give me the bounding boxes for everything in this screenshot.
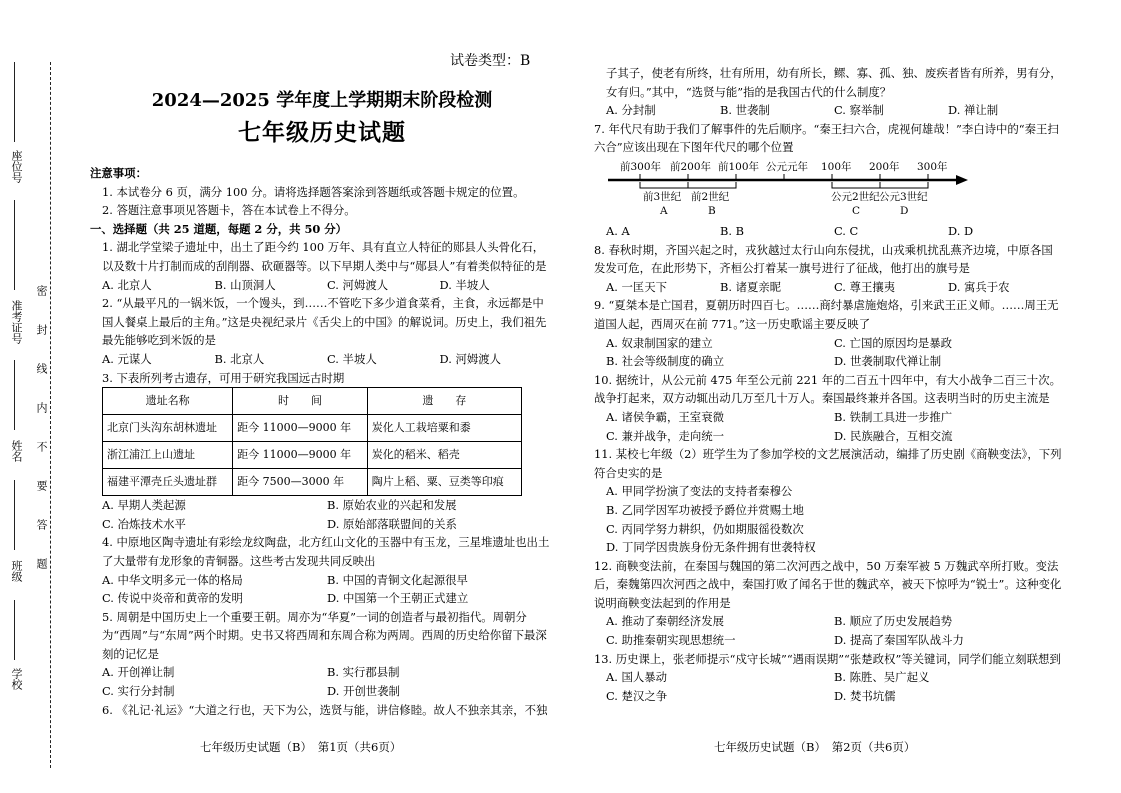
option-a: A. 北京人 (102, 277, 152, 292)
class-label: 班级 (10, 560, 23, 582)
tick-label: 前100年 (718, 161, 760, 173)
binding-margin (0, 0, 62, 793)
option-b: B. 北京人 (214, 351, 265, 366)
question-6-text-start: 6. 《礼记·礼运》“大道之行也，天下为公，选贤与能，讲信修睦。故人不独亲其亲，不独 (102, 702, 548, 717)
option-b: B. 世袭制 (720, 103, 770, 118)
option-d: D. 原始部落联盟间的关系 (327, 516, 457, 531)
option-b: B. 陈胜、吴广起义 (834, 670, 930, 685)
option-a: A. 元谋人 (102, 351, 152, 366)
tick-label: 前300年 (620, 161, 662, 173)
question-2-text: 2. “从最平凡的一锅米饭，一个馒头，到……不管吃下多少道食菜肴，主食，永远都是中国人餐桌上最后的主角。”这是央视纪录片《舌尖上的中国》的解说词。历史上，我们祖先最先能够吃到米饭的是 (102, 296, 547, 348)
option-d: D. 丁同学因贵族身份无条件拥有世袭特权 (606, 540, 816, 555)
school-label: 学校 (10, 668, 23, 690)
century-label: 公元2世纪 (831, 191, 880, 203)
option-c: C. 亡国的原因均是暴政 (834, 335, 953, 350)
position-letter: B (708, 205, 716, 217)
question-9-text: 9. “夏桀本是亡国君，夏朝历时四百七。……商纣暴虐施炮烙，引来武王正义师。……周王无道国人起，西周灭在前 771。”这一历史歌谣主要反映了 (594, 298, 1059, 331)
question-5-text: 5. 周朝是中国历史上一个重要王朝。周亦为“华夏”一词的创造者与最初指代。周朝分为“西周”与“东周”两个时期。史书又将西周和东周合称为两周。西周的历史给你留下最深刻的记忆是 (102, 609, 547, 661)
option-d: D. 半坡人 (439, 277, 490, 292)
section-heading: 一、选择题（共 25 道题，每题 2 分，共 50 分） (90, 221, 348, 236)
question-13-options (594, 668, 1062, 705)
question-8-text: 8. 春秋时期，齐国兴起之时，戎狄越过太行山向东侵扰，山戎乘机扰乱燕齐边境，中原各国发发可危，在此形势下，齐桓公打着某一旗号进行了征战，他打出的旗号是 (594, 242, 1053, 276)
name-fill-line (14, 360, 15, 430)
name-label: 姓名 (10, 440, 23, 462)
tick-label: 前200年 (670, 161, 712, 173)
table-cell: 浙江浦江上山遗址 (103, 442, 233, 469)
exam-no-fill-line (14, 200, 15, 290)
option-c: C. 半坡人 (327, 351, 377, 366)
table-row (103, 442, 522, 469)
question-10-options (594, 408, 1062, 445)
question-3-text: 3. 下表所列考古遗存，可用于研究我国远古时期 (102, 370, 345, 385)
option-a: A. 诸侯争霸，王室衰微 (606, 409, 724, 424)
table-header-cell: 时 间 (233, 388, 368, 415)
page-footer-left: 七年级历史试题（B） 第1页（共6页） (200, 740, 402, 754)
option-d: D. 世袭制取代禅让制 (834, 354, 942, 369)
century-label: 前3世纪 (643, 191, 682, 203)
left-page (90, 0, 552, 793)
notice-block (90, 164, 552, 719)
option-c: C. 河姆渡人 (327, 277, 389, 292)
position-letter: C (852, 205, 861, 217)
question-3-options (90, 496, 552, 533)
seal-notice: 密封线内不要答题 (35, 285, 48, 597)
option-d: D. 寓兵于农 (948, 279, 1010, 294)
question-1-text: 1. 湖北学堂梁子遗址中，出土了距今约 100 万年、具有直立人特征的郧县人头骨化石，以及数十片打制而成的刮削器、砍砸器等。以下早期人类中与“郧县人”有着类似特征的是 (102, 240, 547, 273)
table-cell: 距今 7500—3000 年 (233, 469, 368, 496)
century-label: 公元3世纪 (879, 191, 928, 203)
option-c: C. C (834, 224, 859, 238)
option-c: C. 实行分封制 (102, 684, 175, 699)
option-d: D. D (948, 224, 974, 238)
option-c: C. 尊王攘夷 (834, 279, 896, 294)
position-letter: D (900, 205, 909, 217)
notice-heading: 注意事项： (90, 166, 147, 180)
timeline-arrow-icon (956, 175, 968, 185)
question-9-options (594, 334, 1062, 371)
tick-label: 100年 (821, 161, 852, 173)
question-5-options (90, 663, 552, 700)
option-d: D. 河姆渡人 (439, 351, 502, 366)
table-cell: 炭化人工栽培粟和黍 (367, 415, 521, 442)
question-4-text: 4. 中原地区陶寺遗址有彩绘龙纹陶盘，北方红山文化的玉器中有玉龙，三星堆遗址也出土了大量带有龙形象的青铜器。这些考古发现共同反映出 (102, 535, 550, 568)
question-6-text-cont: 子其子，使老有所终，壮有所用，幼有所长，鳏、寡、孤、独、废疾者皆有所养，男有分，女有归。”其中，“选贤与能”指的是我国古代的什么制度？ (606, 66, 1062, 99)
table-cell: 炭化的稻米、稻壳 (367, 442, 521, 469)
right-block-top (594, 64, 1062, 157)
option-d: D. 中国第一个王朝正式建立 (327, 591, 469, 606)
tick-label: 300年 (917, 161, 948, 173)
option-b: B. 乙同学因军功被授予爵位并赏赐土地 (606, 502, 804, 517)
table-cell: 北京门头沟东胡林遗址 (103, 415, 233, 442)
option-b: B. B (720, 224, 744, 238)
century-label: 前2世纪 (691, 191, 730, 203)
option-d: D. 提高了秦国军队战斗力 (834, 633, 964, 648)
option-b: B. 顺应了历史发展趋势 (834, 614, 953, 629)
table-row (103, 415, 522, 442)
table-header-cell: 遗 存 (367, 388, 521, 415)
table-row (103, 469, 522, 496)
table-cell: 福建平潭壳丘头遗址群 (103, 469, 233, 496)
option-b: B. 山顶洞人 (214, 277, 276, 292)
option-c: C. 察举制 (834, 103, 884, 118)
option-d: D. 民族融合，互相交流 (834, 428, 953, 443)
option-b: B. 社会等级制度的确立 (606, 354, 725, 369)
option-a: A. 国人暴动 (606, 670, 668, 685)
option-b: B. 中国的青铜文化起源很早 (327, 572, 468, 587)
notice-item: 2. 答题注意事项见答题卡，答在本试卷上不得分。 (102, 203, 356, 218)
question-12-options (594, 612, 1062, 649)
exam-subtitle: 七年级历史试题 (238, 119, 406, 146)
option-d: D. 开创世袭制 (327, 684, 400, 699)
question-1-options (90, 276, 552, 295)
option-d: D. 禅让制 (948, 103, 999, 118)
question-13-text: 13. 历史课上，张老师提示“戍守长城”“遇雨误期”“张楚政权”等关键词，同学们能立刻联想到 (594, 651, 1061, 666)
table-cell: 距今 11000—9000 年 (233, 415, 368, 442)
question-12-text: 12. 商鞅变法前，在秦国与魏国的第二次河西之战中，50 万秦军被 5 万魏武卒所打败。变法后，秦魏第四次河西之战中，秦国打败了闻名于世的魏武卒，被天下惊呼为“锐士”。这种变化说明商鞅变法起到的作用是 (594, 558, 1062, 610)
tick-label: 公元元年 (766, 161, 808, 173)
tick-label: 200年 (869, 161, 900, 173)
option-b: B. 实行郡县制 (327, 665, 400, 680)
option-a: A. 早期人类起源 (102, 498, 186, 513)
option-a: A. A (606, 224, 630, 238)
option-a: A. 中华文明多元一体的格局 (102, 572, 243, 587)
seat-fill-line (14, 62, 15, 142)
option-b: B. 铁制工具进一步推广 (834, 409, 953, 424)
paper-type: 试卷类型：B (450, 53, 531, 69)
question-7-options (594, 222, 1062, 241)
table-cell: 距今 11000—9000 年 (233, 442, 368, 469)
archaeology-table (102, 387, 522, 496)
question-11-text: 11. 某校七年级（2）班学生为了参加学校的文艺展演活动，编排了历史剧《商鞅变法》，下列符合史实的是 (594, 447, 1062, 480)
option-b: B. 诸夏亲昵 (720, 279, 782, 294)
option-a: A. 开创禅让制 (102, 665, 175, 680)
question-4-options (90, 571, 552, 608)
right-page (594, 0, 1062, 793)
exam-no-label: 准考证号 (10, 300, 23, 344)
school-fill-line (14, 600, 15, 660)
option-a: A. 奴隶制国家的建立 (606, 335, 713, 350)
seat-label: 座位号 (10, 150, 23, 183)
table-header-row (103, 388, 522, 415)
option-c: C. 传说中炎帝和黄帝的发明 (102, 591, 243, 606)
option-d: D. 焚书坑儒 (834, 688, 896, 703)
right-block-bottom (594, 222, 1062, 705)
option-a: A. 一匡天下 (606, 279, 668, 294)
notice-item: 1. 本试卷分 6 页，满分 100 分。请将选择题答案涂到答题纸或答题卡规定的位置。 (102, 184, 525, 199)
question-6-options (594, 101, 1062, 120)
question-2-options (90, 350, 552, 369)
option-c: C. 冶炼技术水平 (102, 516, 186, 531)
option-c: C. 助推秦朝实现思想统一 (606, 633, 736, 648)
option-c: C. 兼并战争，走向统一 (606, 428, 725, 443)
exam-title: 2024—2025 学年度上学期期末阶段检测 (151, 90, 493, 111)
table-header-cell: 遗址名称 (103, 388, 233, 415)
class-fill-line (14, 480, 15, 550)
year-timeline (594, 158, 1062, 222)
option-a: A. 推动了秦朝经济发展 (606, 614, 724, 629)
question-10-text: 10. 据统计，从公元前 475 年至公元前 221 年的二百五十四年中，有大小战争二百三十次。战争打起来，双方动辄出动几万至几十万人。秦国最终兼并各国。这表明当时的历史主流是 (594, 372, 1061, 406)
option-c: C. 丙同学努力耕织，仍如期服徭役数次 (606, 521, 804, 536)
page-footer-right: 七年级历史试题（B） 第2页（共6页） (714, 740, 916, 754)
option-a: A. 分封制 (606, 103, 656, 118)
option-b: B. 原始农业的兴起和发展 (327, 498, 457, 513)
seal-dashed-line (50, 62, 51, 768)
question-7-text: 7. 年代尺有助于我们了解事件的先后顺序。“秦王扫六合，虎视何雄哉！”李白诗中的“秦王扫六合”应该出现在下图年代尺的哪个位置 (594, 121, 1059, 155)
table-cell: 陶片上稻、粟、豆类等印痕 (367, 469, 521, 496)
option-c: C. 楚汉之争 (606, 688, 668, 703)
position-letter: A (660, 205, 668, 217)
question-8-options (594, 278, 1062, 297)
option-a: A. 甲同学扮演了变法的支持者秦穆公 (606, 484, 793, 499)
